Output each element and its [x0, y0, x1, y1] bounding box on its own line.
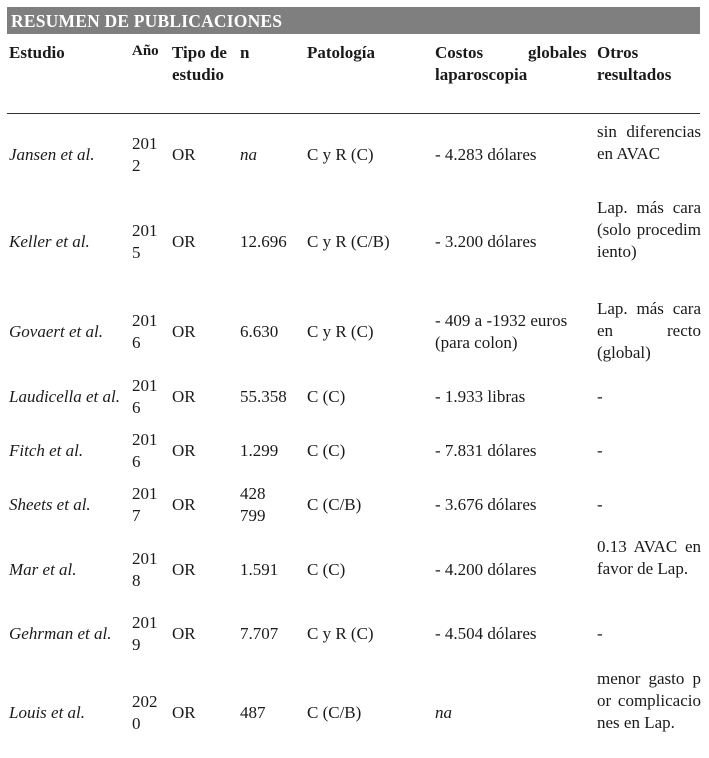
cell-patologia: C (C/B)	[307, 703, 362, 722]
cell-tipo: OR	[172, 145, 196, 164]
table-row	[0, 668, 709, 758]
cell-otros: 0.13 AVAC en favor de Lap.	[597, 537, 701, 578]
cell-otros: Lap. más cara (solo procedimiento)	[597, 198, 701, 261]
cell-costos: - 4.504 dólares	[435, 624, 537, 643]
cell-tipo: OR	[172, 703, 196, 722]
header-costos-a: Costos	[435, 43, 484, 62]
cell-estudio: Gehrman et al.	[9, 624, 112, 643]
cell-otros: menor gasto por complicaciones en Lap.	[597, 669, 701, 732]
header-patologia: Patología	[307, 43, 375, 62]
header-n: n	[240, 43, 250, 62]
table-row	[0, 427, 709, 475]
cell-ano: 201 2	[132, 134, 158, 175]
header-otros: Otros resultados	[597, 43, 672, 84]
table-row	[0, 297, 709, 367]
cell-ano: 201 7	[132, 484, 158, 525]
cell-patologia: C (C)	[307, 560, 346, 579]
table-row	[0, 197, 709, 287]
cell-patologia: C y R (C)	[307, 145, 374, 164]
cell-n: 428 799	[240, 484, 266, 525]
header-estudio: Estudio	[9, 43, 65, 62]
cell-n: 12.696	[240, 232, 287, 251]
cell-tipo: OR	[172, 441, 196, 460]
table-row	[0, 610, 709, 658]
cell-costos: - 409 a -1932 euros (para colon)	[435, 311, 568, 352]
cell-n: 1.299	[240, 441, 279, 460]
cell-n: 487	[240, 703, 266, 722]
cell-n: na	[240, 145, 257, 164]
cell-patologia: C y R (C/B)	[307, 232, 390, 251]
cell-costos: - 3.200 dólares	[435, 232, 537, 251]
cell-otros: -	[597, 441, 603, 460]
cell-n: 7.707	[240, 624, 279, 643]
header-tipo: Tipo de estudio	[172, 43, 227, 84]
table-row	[0, 373, 709, 421]
cell-otros: Lap. más cara en recto (global)	[597, 299, 701, 362]
cell-tipo: OR	[172, 624, 196, 643]
cell-patologia: C y R (C)	[307, 322, 374, 341]
cell-n: 6.630	[240, 322, 279, 341]
cell-estudio: Sheets et al.	[9, 495, 91, 514]
cell-n: 1.591	[240, 560, 279, 579]
cell-costos: - 4.283 dólares	[435, 145, 537, 164]
table-row	[0, 535, 709, 605]
cell-tipo: OR	[172, 232, 196, 251]
cell-otros: -	[597, 387, 603, 406]
cell-estudio: Jansen et al.	[9, 145, 95, 164]
cell-ano: 201 9	[132, 613, 158, 654]
header-ano: Año	[132, 43, 159, 59]
cell-estudio: Govaert et al.	[9, 322, 103, 341]
cell-ano: 201 6	[132, 430, 158, 471]
cell-costos: - 3.676 dólares	[435, 495, 537, 514]
cell-otros: -	[597, 624, 603, 643]
cell-ano: 201 8	[132, 549, 158, 590]
cell-patologia: C (C)	[307, 387, 346, 406]
cell-estudio: Laudicella et al.	[9, 387, 120, 406]
cell-estudio: Louis et al.	[9, 703, 86, 722]
cell-costos: - 7.831 dólares	[435, 441, 537, 460]
cell-tipo: OR	[172, 560, 196, 579]
header-costos-c: laparoscopia	[435, 65, 528, 84]
header-costos-b: globales	[528, 43, 587, 62]
table-title: RESUMEN DE PUBLICACIONES	[7, 7, 700, 34]
cell-estudio: Fitch et al.	[9, 441, 84, 460]
cell-tipo: OR	[172, 322, 196, 341]
cell-otros: -	[597, 495, 603, 514]
cell-patologia: C (C/B)	[307, 495, 362, 514]
cell-costos: - 1.933 libras	[435, 387, 526, 406]
cell-tipo: OR	[172, 387, 196, 406]
header-rule	[7, 113, 700, 114]
cell-ano: 201 5	[132, 221, 158, 262]
cell-ano: 202 0	[132, 692, 158, 733]
table-row	[0, 118, 709, 192]
cell-estudio: Mar et al.	[9, 560, 77, 579]
cell-tipo: OR	[172, 495, 196, 514]
cell-costos: - 4.200 dólares	[435, 560, 537, 579]
cell-patologia: C y R (C)	[307, 624, 374, 643]
table-row	[0, 481, 709, 529]
cell-n: 55.358	[240, 387, 287, 406]
cell-ano: 201 6	[132, 376, 158, 417]
cell-estudio: Keller et al.	[9, 232, 90, 251]
cell-patologia: C (C)	[307, 441, 346, 460]
cell-ano: 201 6	[132, 311, 158, 352]
cell-otros: sin diferencias en AVAC	[597, 122, 701, 163]
cell-costos: na	[435, 703, 452, 722]
